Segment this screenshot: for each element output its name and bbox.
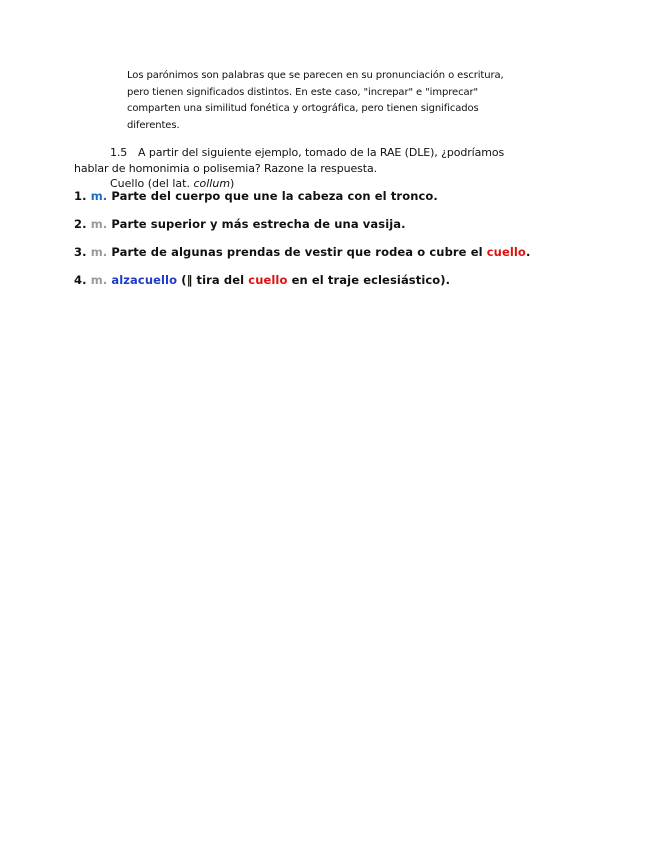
definition-3: [74, 245, 634, 260]
quote-line: pero tienen significados distintos. En este caso, "increpar" e "imprecar": [127, 86, 479, 98]
definition-tail: .: [525, 245, 531, 259]
headword-close: ): [230, 177, 235, 190]
grammar-abbr: m.: [90, 189, 108, 203]
definition-text: Parte del cuerpo que une la cabeza con el tronco.: [111, 189, 438, 203]
question-text: A partir del siguiente ejemplo, tomado de la RAE (DLE), ¿podríamos: [138, 146, 505, 159]
grammar-abbr: m.: [90, 245, 108, 259]
definition-number: 3.: [74, 245, 87, 259]
definition-number: 1.: [74, 189, 87, 203]
definition-tail: en el traje eclesiástico).: [287, 273, 451, 287]
question-number: 1.5: [110, 146, 128, 159]
definition-2: [74, 217, 634, 232]
definition-1: [74, 189, 634, 204]
definition-list: [74, 189, 634, 301]
quote-line: Los parónimos son palabras que se parecen en su pronunciación o escritura,: [127, 70, 504, 81]
highlighted-word: cuello: [486, 245, 526, 259]
grammar-abbr: m.: [90, 273, 108, 287]
paronyms-quote: [127, 68, 517, 134]
definition-number: 2.: [74, 217, 87, 231]
quote-line: diferentes.: [127, 119, 180, 131]
question-line-1: [74, 145, 524, 161]
quote-line: comparten una similitud fonética y ortográfica, pero tienen significados: [127, 103, 479, 114]
definition-text: Parte superior y más estrecha de una vasija.: [111, 217, 406, 231]
definition-number: 4.: [74, 273, 87, 287]
definition-text: (‖ tira del: [177, 273, 249, 287]
highlighted-word: cuello: [248, 273, 288, 287]
cross-reference-link[interactable]: alzacuello: [111, 273, 178, 287]
definition-text: Parte de algunas prendas de vestir que rodea o cubre el: [111, 245, 487, 259]
definition-4: [74, 273, 634, 288]
grammar-abbr: m.: [90, 217, 108, 231]
question-1-5: [74, 145, 524, 177]
headword-text: Cuello (del lat.: [110, 177, 194, 190]
question-line-2: hablar de homonimia o polisemia? Razone la respuesta.: [74, 162, 377, 175]
etymon: collum: [193, 177, 231, 190]
